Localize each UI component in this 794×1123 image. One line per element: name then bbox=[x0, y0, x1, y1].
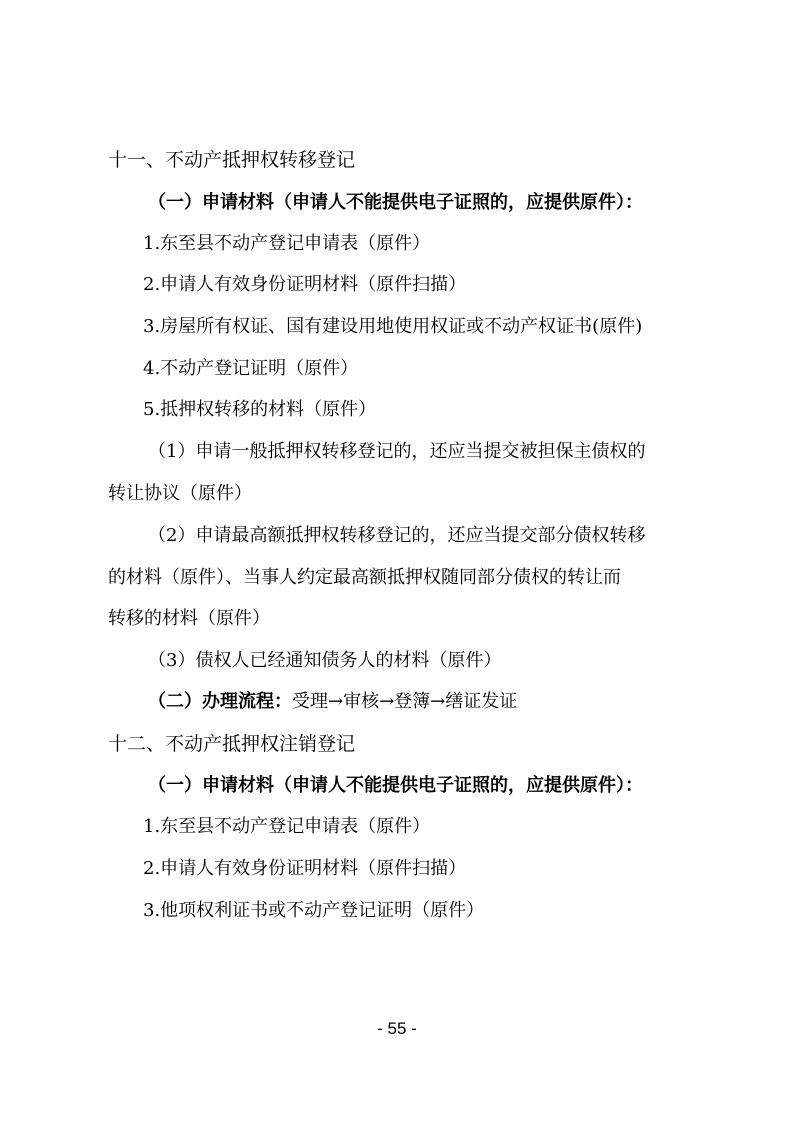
section-11-item-3: 3.房屋所有权证、国有建设用地使用权证或不动产权证书(原件) bbox=[143, 316, 643, 337]
section-12-materials-heading: （一）申请材料（申请人不能提供电子证照的，应提供原件）： bbox=[148, 775, 643, 796]
section-12-title: 十二、不动产抵押权注销登记 bbox=[108, 733, 356, 755]
section-11-sub-2-line-1: （2）申请最高额抵押权转移登记的，还应当提交部分债权转移 bbox=[148, 525, 646, 546]
section-11-sub-1-line-2: 转让协议（原件） bbox=[108, 483, 252, 504]
section-11-sub-1-line-1: （1）申请一般抵押权转移登记的，还应当提交被担保主债权的 bbox=[148, 441, 646, 462]
section-11-title: 十一、不动产抵押权转移登记 bbox=[108, 149, 356, 171]
process-steps: 受理→审核→登簿→缮证发证 bbox=[292, 691, 518, 712]
section-11-sub-2-line-3: 转移的材料（原件） bbox=[108, 608, 270, 629]
section-12-item-1: 1.东至县不动产登记申请表（原件） bbox=[143, 816, 431, 837]
section-11-item-4: 4.不动产登记证明（原件） bbox=[143, 358, 359, 379]
section-11-materials-heading: （一）申请材料（申请人不能提供电子证照的，应提供原件）： bbox=[148, 192, 643, 213]
process-heading: （二）办理流程： bbox=[148, 691, 292, 712]
section-11-item-2: 2.申请人有效身份证明材料（原件扫描） bbox=[143, 274, 467, 295]
page-number: - 55 - bbox=[377, 1019, 417, 1038]
section-11-sub-2-line-2: 的材料（原件）、当事人约定最高额抵押权随同部分债权的转让而 bbox=[108, 567, 621, 588]
section-11-process bbox=[148, 690, 517, 714]
section-11-item-1: 1.东至县不动产登记申请表（原件） bbox=[143, 233, 431, 254]
section-12-item-3: 3.他项权利证书或不动产登记证明（原件） bbox=[143, 900, 485, 921]
section-12-item-2: 2.申请人有效身份证明材料（原件扫描） bbox=[143, 858, 467, 879]
section-11-item-5: 5.抵押权转移的材料（原件） bbox=[143, 399, 377, 420]
section-11-sub-3: （3）债权人已经通知债务人的材料（原件） bbox=[148, 650, 502, 671]
